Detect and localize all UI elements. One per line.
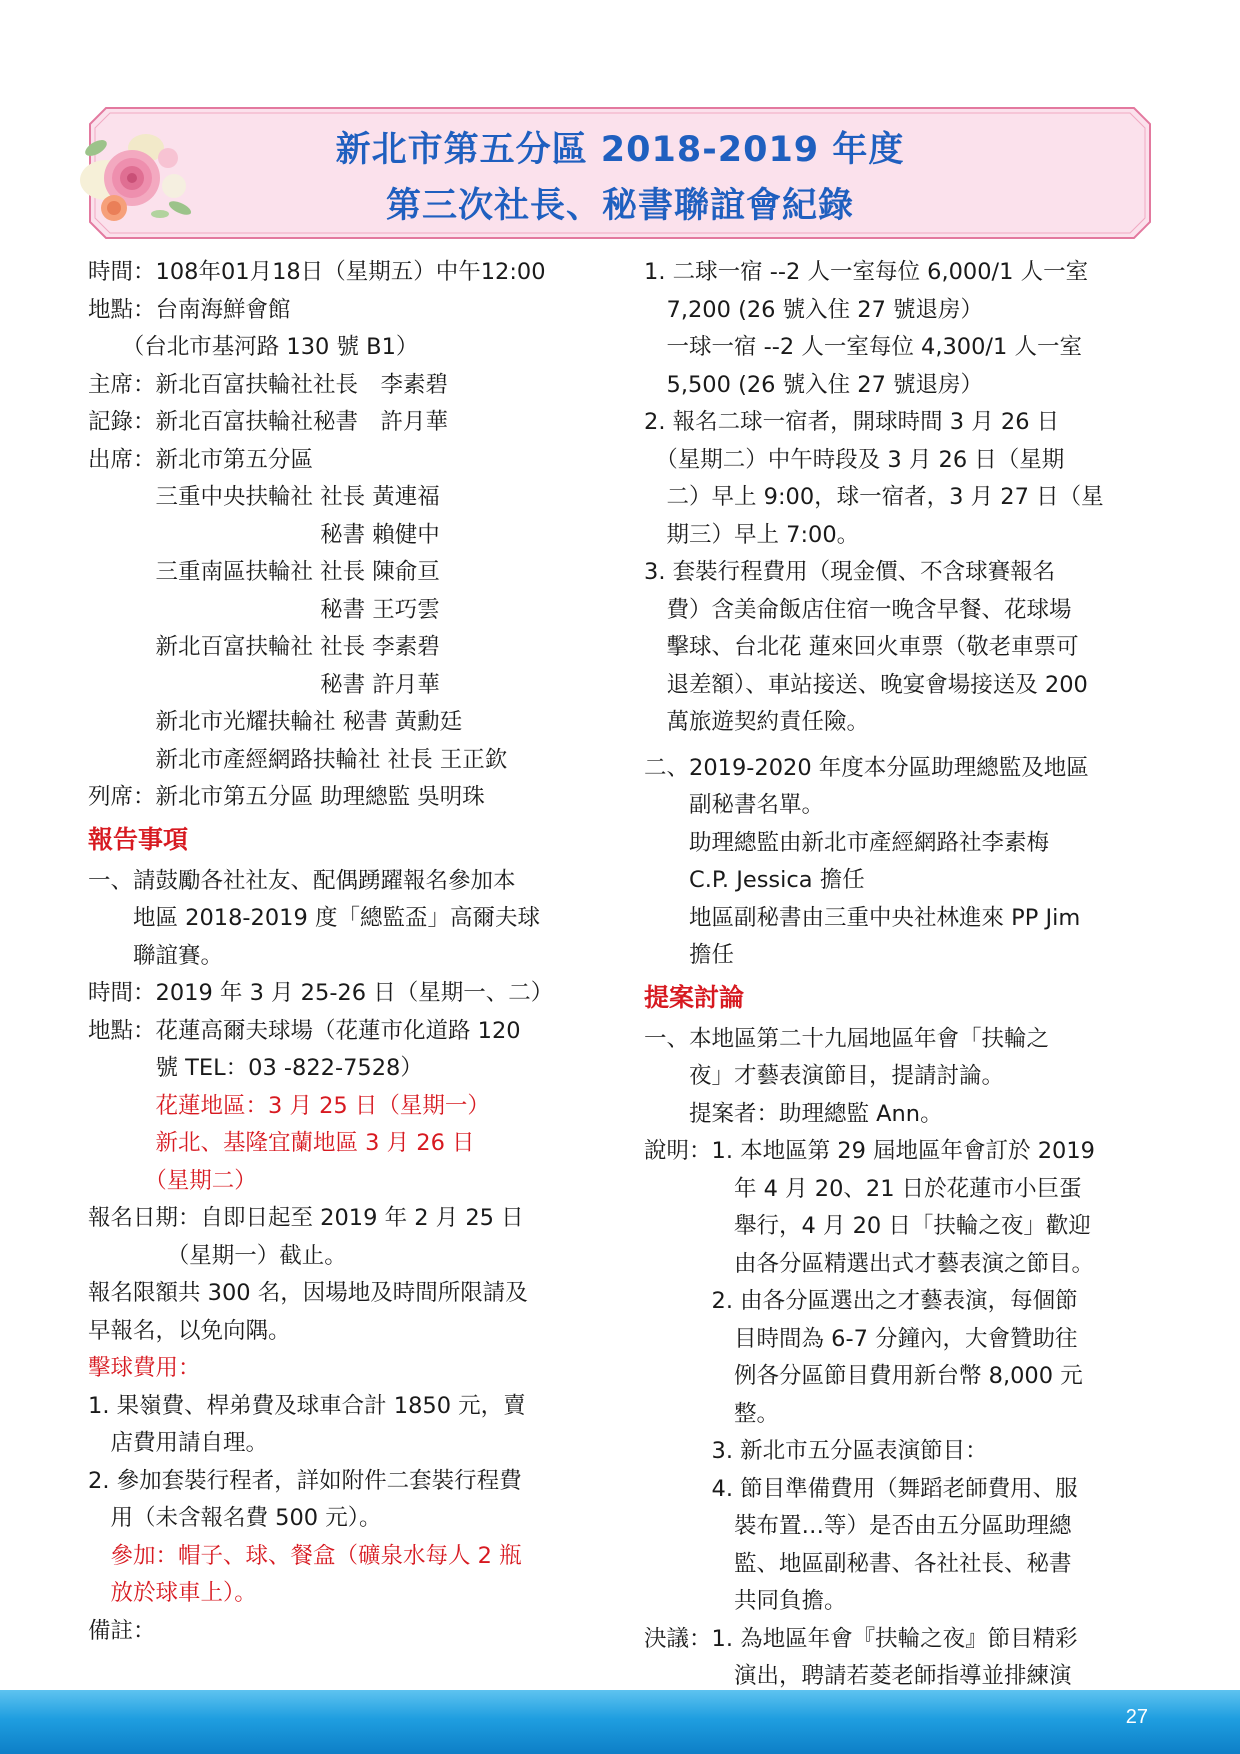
fee-highlight: 參加：帽子、球、餐盒（礦泉水每人 2 瓶 — [88, 1542, 522, 1569]
note-label: 備註： — [88, 1617, 156, 1644]
proposal-line: 裝布置…等）是否由五分區助理總 — [644, 1513, 1072, 1539]
report-line: C.P. Jessica 擔任 — [644, 867, 865, 893]
report-line: 助理總監由新北市產經網路社李素梅 — [644, 829, 1050, 856]
fee-line: 店費用請自理。 — [88, 1430, 269, 1456]
package-line: 1. 二球一宿 --2 人一室每位 6,000/1 人一室 — [644, 259, 1089, 285]
page-title-line2: 第三次社長、秘書聯誼會紀錄 — [385, 186, 854, 226]
left-column — [88, 254, 608, 1650]
registration-line: 報名日期：自即日起至 2019 年 2 月 25 日 — [88, 1205, 524, 1231]
registration-info — [88, 1200, 608, 1350]
package-line: （星期二）中午時段及 3 月 26 日（星期 — [644, 446, 1065, 473]
proposal-line: 整。 — [644, 1400, 780, 1427]
event-details — [88, 975, 608, 1200]
meeting-info-line: 地點：台南海鮮會館 — [88, 296, 291, 323]
proposal-line: 舉行，4 月 20 日「扶輪之夜」歡迎 — [644, 1213, 1091, 1239]
event-date-highlight: 新北、基隆宜蘭地區 3 月 26 日 — [88, 1130, 475, 1156]
package-line: 一球一宿 --2 人一室每位 4,300/1 人一室 — [644, 334, 1082, 360]
package-line: 2. 報名二球一宿者，開球時間 3 月 26 日 — [644, 409, 1060, 435]
fee-list — [88, 1388, 608, 1613]
package-line: 二）早上 9:00，球一宿者，3 月 27 日（星 — [644, 484, 1104, 510]
event-date-highlight: 花蓮地區：3 月 25 日（星期一） — [88, 1092, 490, 1119]
attendee-line: 秘書 許月華 — [88, 671, 440, 698]
right-column — [644, 254, 1152, 1696]
meeting-info-line: 列席：新北市第五分區 助理總監 吳明珠 — [88, 784, 485, 810]
attendee-line: 新北市光耀扶輪社 秘書 黃勳廷 — [88, 709, 463, 735]
proposal-line: 共同負擔。 — [644, 1588, 847, 1614]
page-title-line1: 新北市第五分區 2018-2019 年度 — [335, 130, 905, 170]
report-line: 擔任 — [644, 942, 735, 968]
report-line: 二、2019-2020 年度本分區助理總監及地區 — [644, 754, 1089, 781]
event-line: 地點：花蓮高爾夫球場（花蓮市化道路 120 — [88, 1017, 521, 1044]
meeting-info — [88, 254, 608, 817]
report-item-2 — [644, 750, 1152, 975]
package-line: 退差額）、車站接送、晚宴會場接送及 200 — [644, 671, 1088, 698]
proposal-line: 目時間為 6-7 分鐘內，大會贊助往 — [644, 1325, 1078, 1352]
event-date-highlight: （星期二） — [88, 1167, 257, 1194]
package-line: 期三）早上 7:00。 — [644, 521, 860, 548]
report-line: 副秘書名單。 — [644, 792, 825, 818]
fee-line: 1. 果嶺費、桿弟費及球車合計 1850 元，賣 — [88, 1392, 526, 1419]
proposal-line: 一、本地區第二十九屆地區年會「扶輪之 — [644, 1025, 1050, 1052]
meeting-info-line: 時間：108年01月18日（星期五）中午12:00 — [88, 259, 546, 285]
package-line: 3. 套裝行程費用（現金價、不含球賽報名 — [644, 559, 1056, 585]
fee-highlight: 放於球車上）。 — [88, 1580, 257, 1606]
attendee-line: 秘書 賴健中 — [88, 521, 440, 548]
fee-heading: 擊球費用： — [88, 1355, 201, 1381]
proposal-line: 3. 新北市五分區表演節目： — [644, 1438, 988, 1464]
registration-line: 早報名，以免向隅。 — [88, 1317, 291, 1344]
attendee-line: 秘書 王巧雲 — [88, 596, 440, 623]
attendee-line: 新北市產經網路扶輪社 社長 王正欽 — [88, 746, 508, 773]
proposal-line: 提案者：助理總監 Ann。 — [644, 1100, 943, 1127]
report-line: 地區副秘書由三重中央社林進來 PP Jim — [644, 904, 1081, 931]
attendee-line: 三重南區扶輪社 社長 陳俞亘 — [88, 559, 440, 585]
page-number: 27 — [1125, 1706, 1148, 1728]
package-line: 5,500 (26 號入住 27 號退房） — [644, 371, 984, 398]
section-heading-proposal: 提案討論 — [644, 982, 745, 1012]
page-footer — [0, 1690, 1240, 1754]
package-line: 擊球、台北花 蓮來回火車票（敬老車票可 — [644, 634, 1079, 660]
proposal-line: 由各分區精選出式才藝表演之節目。 — [644, 1250, 1095, 1277]
meeting-info-line: （台北市基河路 130 號 B1） — [88, 334, 419, 360]
meeting-info-line: 出席：新北市第五分區 — [88, 446, 314, 473]
section-heading-report: 報告事項 — [88, 824, 189, 854]
proposal-line: 年 4 月 20、21 日於花蓮市小巨蛋 — [644, 1175, 1082, 1202]
title-banner — [88, 106, 1152, 240]
registration-line: 報名限額共 300 名，因場地及時間所限請及 — [88, 1280, 528, 1306]
registration-line: （星期一）截止。 — [88, 1242, 347, 1269]
attendee-line: 新北百富扶輪社 社長 李素碧 — [88, 634, 440, 660]
event-line: 號 TEL：03 -822-7528） — [88, 1055, 423, 1081]
package-line: 7,200 (26 號入住 27 號退房） — [644, 296, 984, 323]
report-item-1 — [88, 863, 608, 976]
fee-line: 2. 參加套裝行程者，詳如附件二套裝行程費 — [88, 1467, 522, 1494]
event-line: 時間：2019 年 3 月 25-26 日（星期一、二） — [88, 980, 554, 1006]
meeting-info-line: 主席：新北百富扶輪社社長 李素碧 — [88, 371, 449, 398]
package-list — [644, 254, 1152, 742]
package-line: 萬旅遊契約責任險。 — [644, 709, 870, 735]
fee-line: 用（未含報名費 500 元）。 — [88, 1505, 382, 1531]
report-line: 聯誼賽。 — [88, 942, 224, 969]
report-line: 地區 2018-2019 度「總監盃」高爾夫球 — [88, 905, 540, 931]
proposal-line: 4. 節目準備費用（舞蹈老師費用、服 — [644, 1475, 1078, 1502]
proposal-line: 演出，聘請若菱老師指導並排練演 — [644, 1663, 1072, 1689]
proposal-line: 監、地區副秘書、各社社長、秘書 — [644, 1550, 1072, 1577]
meeting-info-line: 記錄：新北百富扶輪社秘書 許月華 — [88, 409, 449, 435]
proposal-line: 說明：1. 本地區第 29 屆地區年會訂於 2019 — [644, 1138, 1095, 1164]
proposal-line: 2. 由各分區選出之才藝表演，每個節 — [644, 1288, 1078, 1314]
proposal-line: 例各分區節目費用新台幣 8,000 元 — [644, 1363, 1083, 1389]
package-line: 費）含美侖飯店住宿一晚含早餐、花球場 — [644, 596, 1072, 623]
proposal-line: 決議：1. 為地區年會『扶輪之夜』節目精彩 — [644, 1625, 1078, 1652]
report-line: 一、請鼓勵各社社友、配偶踴躍報名參加本 — [88, 867, 516, 894]
proposal-line: 夜」才藝表演節目，提請討論。 — [644, 1063, 1005, 1089]
proposal-list — [644, 1021, 1152, 1696]
attendee-line: 三重中央扶輪社 社長 黃連福 — [88, 484, 440, 510]
